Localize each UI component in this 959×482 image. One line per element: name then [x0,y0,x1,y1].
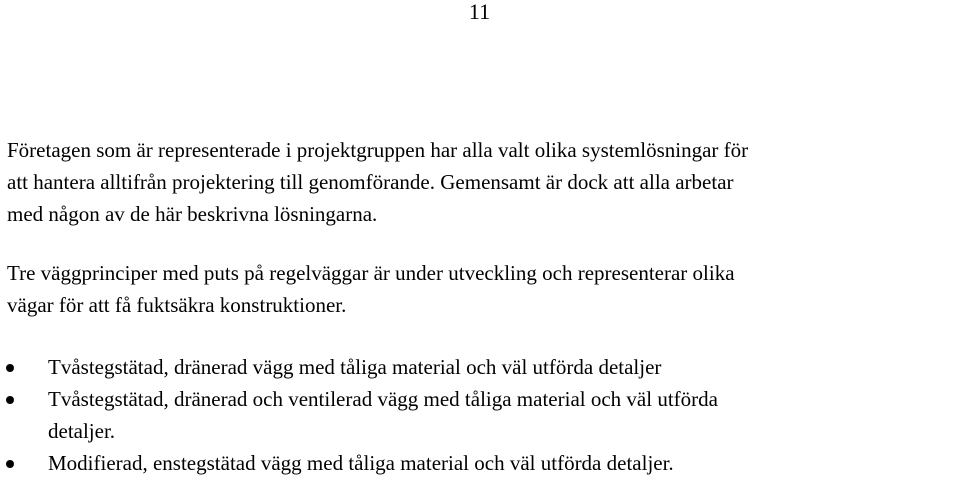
list-item-line: Tvåstegstätad, dränerad och ventilerad vägg med tåliga material och väl utförda [48,387,718,411]
paragraph-line: med någon av de här beskrivna lösningarna. [7,202,378,226]
paragraph-intro [7,134,959,230]
list-item-text [48,383,959,447]
list-item-text [48,447,959,479]
bullet-list [0,351,959,479]
page-number: 11 [468,0,491,24]
list-item [0,351,959,383]
list-item-line: Tvåstegstätad, dränerad vägg med tåliga material och väl utförda detaljer [48,355,662,379]
paragraph-wall-principles [7,257,959,321]
list-item [0,447,959,479]
bullet-icon [6,364,14,372]
paragraph-line: vägar för att få fuktsäkra konstruktioner. [7,293,347,317]
paragraph-line: Företagen som är representerade i projektgruppen har alla valt olika systemlösningar för [7,138,749,162]
list-item-line: detaljer. [48,419,116,443]
bullet-icon [6,396,14,404]
list-item-text [48,351,959,383]
bullet-icon [6,460,14,468]
list-item [0,383,959,447]
list-item-line: Modifierad, enstegstätad vägg med tåliga material och väl utförda detaljer. [48,451,674,475]
paragraph-line: att hantera alltifrån projektering till genomförande. Gemensamt är dock att alla arbetar [7,170,734,194]
paragraph-line: Tre väggprinciper med puts på regelväggar är under utveckling och representerar olika [7,261,735,285]
